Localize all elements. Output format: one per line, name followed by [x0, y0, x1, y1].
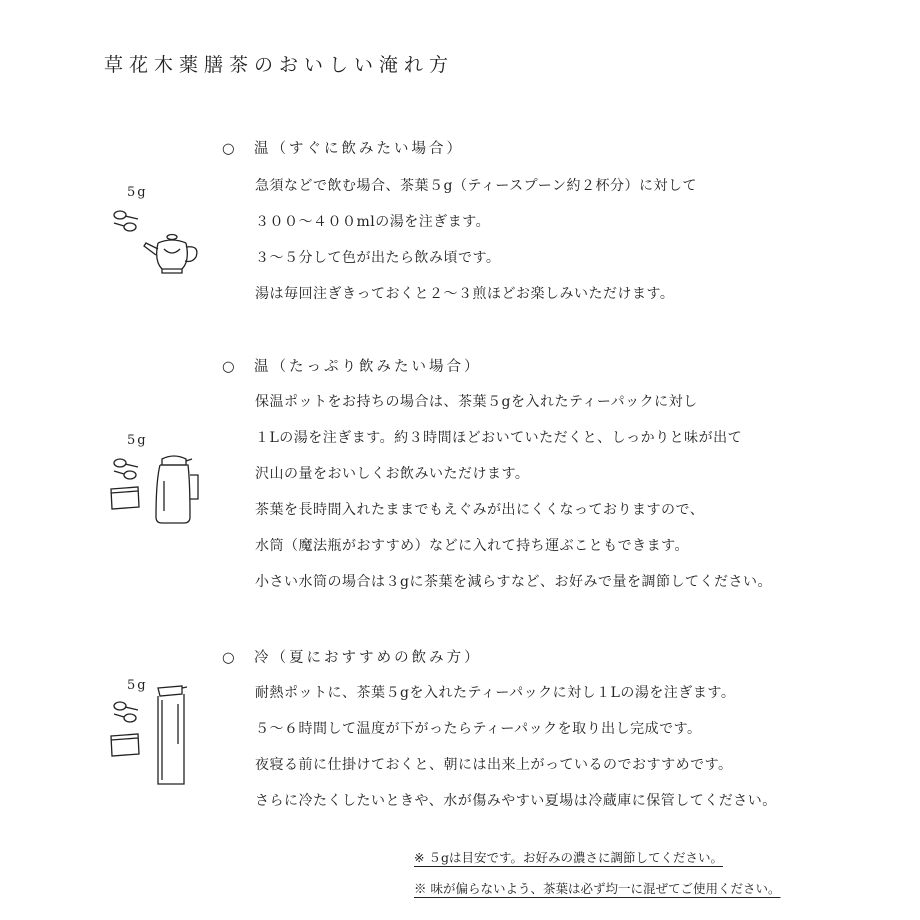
- instruction-line: 沢山の量をおいしくお飲みいただけます。: [255, 466, 530, 482]
- bullet-circle: ○: [222, 650, 235, 666]
- heading-text: 冷（夏におすすめの飲み方）: [254, 650, 482, 666]
- cold-brew-bottle-icon: [152, 684, 192, 788]
- amount-label: 5g: [127, 433, 148, 448]
- footnote-mix: ※ 味が偏らないよう、茶葉は必ず均一に混ぜてご使用ください。: [414, 881, 781, 896]
- section-heading: [222, 646, 482, 667]
- instruction-line: ５～６時間して温度が下がったらティーパックを取り出し完成です。: [255, 721, 702, 737]
- section-heading: [222, 137, 464, 158]
- bullet-circle: ○: [222, 359, 235, 375]
- thermos-pot-icon: [148, 451, 206, 527]
- instruction-line: １Lの湯を注ぎます。約３時間ほどおいていただくと、しっかりと味が出て: [255, 430, 743, 446]
- amount-label: 5g: [127, 185, 148, 200]
- instruction-line: 水筒（魔法瓶がおすすめ）などに入れて持ち運ぶこともできます。: [255, 538, 690, 554]
- instruction-line: 耐熱ポットに、茶葉５gを入れたティーパックに対し１Lの湯を注ぎます。: [255, 685, 736, 701]
- amount-label: 5g: [127, 678, 148, 693]
- tea-bag-icon: [108, 483, 142, 511]
- measuring-spoons-icon: [108, 698, 148, 734]
- footnote-amount: ※ ５gは目安です。お好みの濃さに調節してください。: [414, 850, 723, 865]
- instruction-line: ３～５分して色が出たら飲み頃です。: [255, 250, 501, 266]
- instruction-line: 茶葉を長時間入れたままでもえぐみが出にくくなっておりますので、: [255, 502, 705, 518]
- tea-bag-icon: [108, 730, 142, 758]
- page-title: 草花木薬膳茶のおいしい淹れ方: [104, 54, 455, 76]
- instruction-line: 急須などで飲む場合、茶葉５g（ティースプーン約２杯分）に対して: [255, 178, 697, 194]
- heading-text: 温（たっぷり飲みたい場合）: [254, 359, 482, 375]
- instruction-line: 保温ポットをお持ちの場合は、茶葉５gを入れたティーパックに対し: [255, 394, 698, 410]
- instruction-line: ３００～４００mlの湯を注ぎます。: [255, 214, 491, 230]
- instruction-line: 夜寝る前に仕掛けておくと、朝には出来上がっているのでおすすめです。: [255, 757, 733, 773]
- heading-text: 温（すぐに飲みたい場合）: [254, 141, 464, 157]
- teapot-icon: [140, 231, 204, 275]
- instruction-line: 湯は毎回注ぎきっておくと２～３煎ほどお楽しみいただけます。: [255, 286, 675, 302]
- section-heading: [222, 355, 482, 376]
- bullet-circle: ○: [222, 141, 235, 157]
- instruction-line: 小さい水筒の場合は３gに茶葉を減らすなど、お好みで量を調節してください。: [255, 574, 772, 590]
- instruction-line: さらに冷たくしたいときや、水が傷みやすい夏場は冷蔵庫に保管してください。: [255, 793, 777, 809]
